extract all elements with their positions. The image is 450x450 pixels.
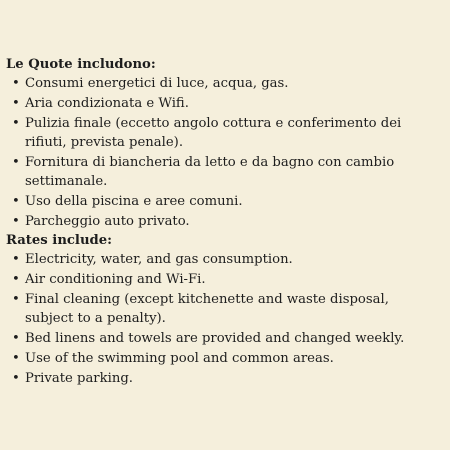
bullet-icon: •	[12, 331, 20, 346]
italian-list	[6, 74, 440, 231]
list-item	[6, 290, 440, 328]
list-item	[6, 349, 440, 368]
bullet-icon: •	[12, 194, 20, 209]
list-item-text: Parcheggio auto privato.	[25, 214, 190, 229]
bullet-icon: •	[12, 96, 20, 111]
list-item-text: Aria condizionata e Wifi.	[25, 96, 189, 111]
section-title-italian: Le Quote includono:	[6, 57, 156, 72]
english-list	[6, 250, 440, 388]
list-item-text: Bed linens and towels are provided and changed weekly.	[25, 331, 405, 346]
bullet-icon: •	[12, 272, 20, 287]
list-item	[6, 369, 440, 388]
list-item-text: Electricity, water, and gas consumption.	[25, 252, 293, 267]
list-item-text: Pulizia finale (eccetto angolo cottura e conferimento dei rifiuti, prevista penale).	[25, 116, 402, 150]
bullet-icon: •	[12, 252, 20, 267]
list-item-text: Use of the swimming pool and common areas.	[25, 351, 334, 366]
bullet-icon: •	[12, 214, 20, 229]
bullet-icon: •	[12, 371, 20, 386]
list-item	[6, 192, 440, 211]
section-title-english: Rates include:	[6, 233, 113, 248]
list-item	[6, 114, 440, 152]
list-item	[6, 212, 440, 231]
list-item-text: Fornitura di biancheria da letto e da bagno con cambio settimanale.	[25, 155, 395, 189]
bullet-icon: •	[12, 76, 20, 91]
bullet-icon: •	[12, 116, 20, 131]
list-item	[6, 153, 440, 191]
bullet-icon: •	[12, 155, 20, 170]
bullet-icon: •	[12, 292, 20, 307]
list-item-text: Uso della piscina e aree comuni.	[25, 194, 243, 209]
list-item-text: Private parking.	[25, 371, 133, 386]
list-item-text: Air conditioning and Wi-Fi.	[25, 272, 206, 287]
list-item-text: Final cleaning (except kitchenette and waste disposal, subject to a penalty).	[25, 292, 389, 326]
list-item-text: Consumi energetici di luce, acqua, gas.	[25, 76, 289, 91]
bullet-icon: •	[12, 351, 20, 366]
list-item	[6, 94, 440, 113]
list-item	[6, 329, 440, 348]
list-item	[6, 270, 440, 289]
list-item	[6, 250, 440, 269]
list-item	[6, 74, 440, 93]
